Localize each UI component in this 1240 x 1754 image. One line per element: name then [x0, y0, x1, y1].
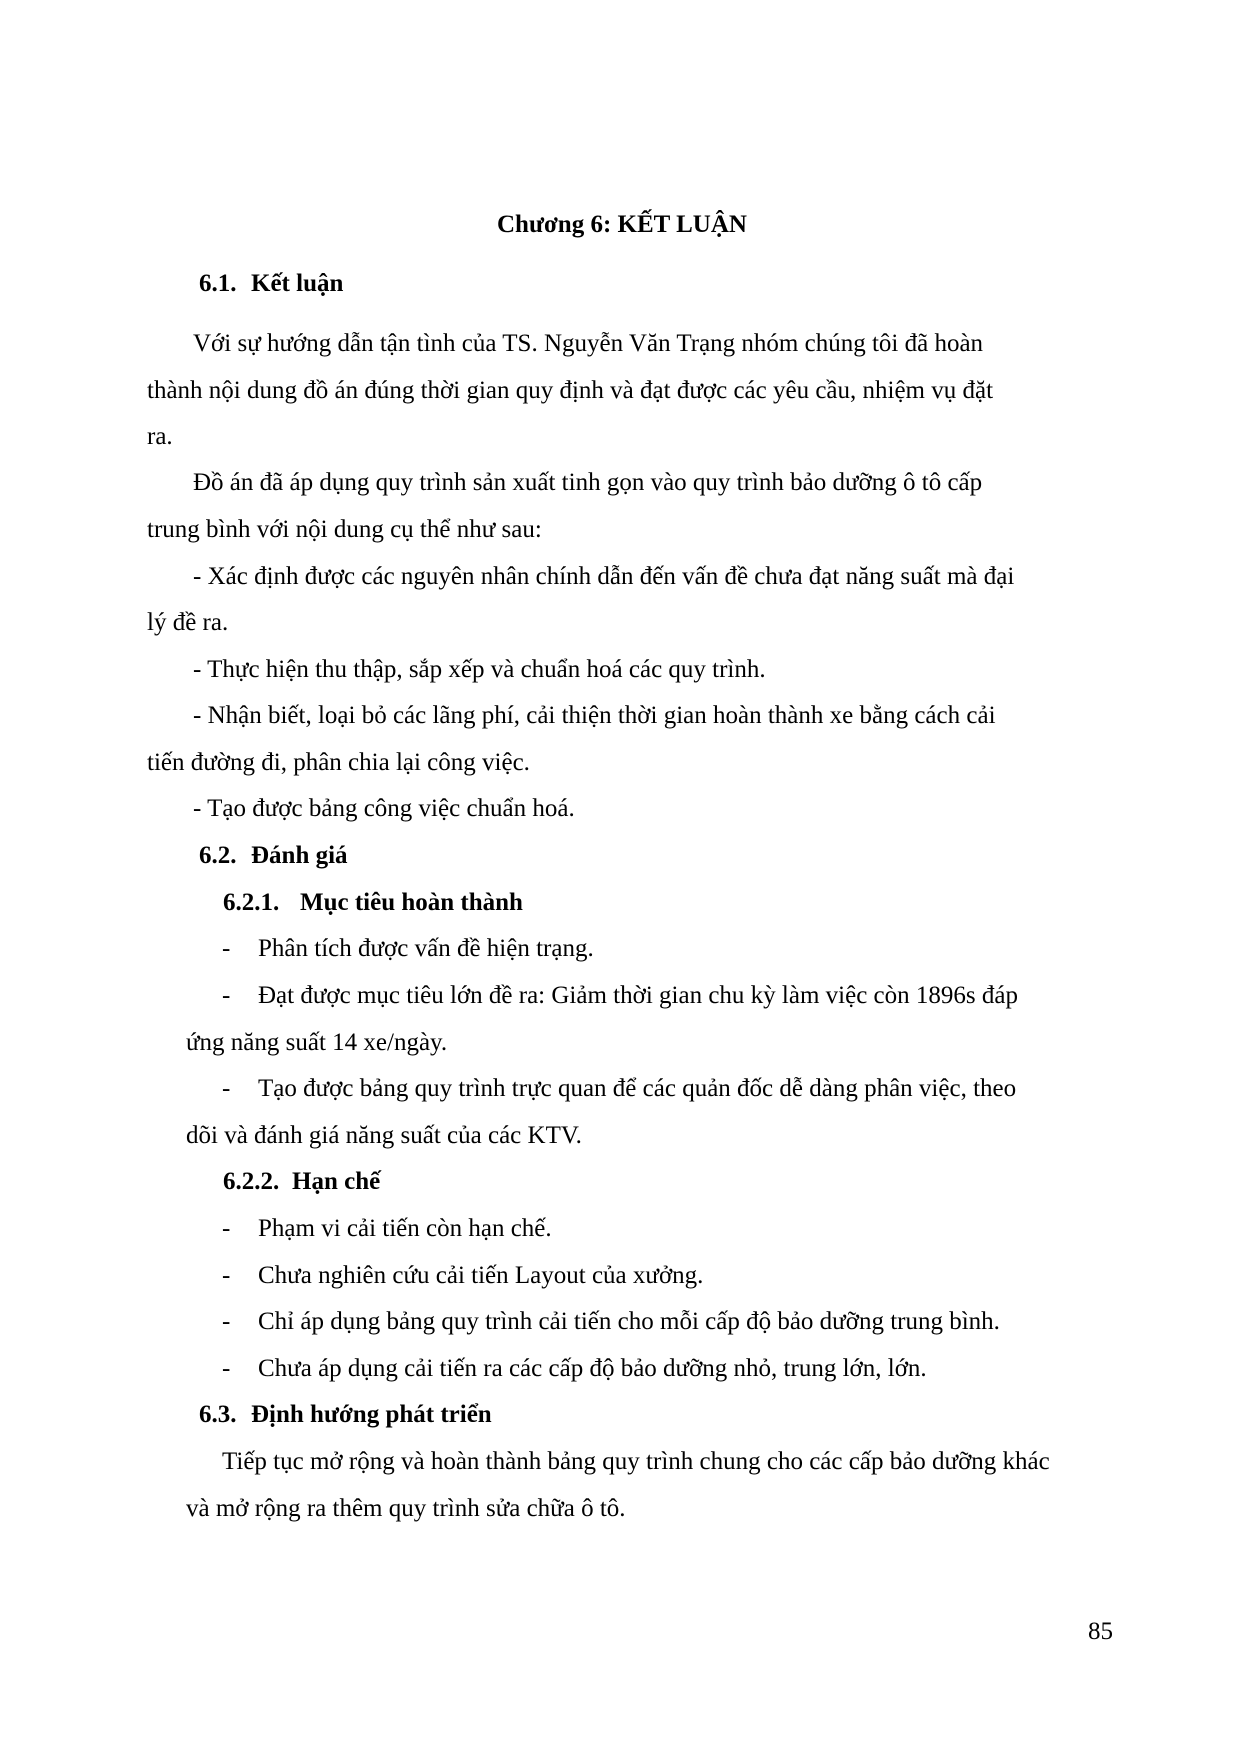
s621-dash-1: -	[222, 935, 231, 962]
s621-item2-line1: Đạt được mục tiêu lớn đề ra: Giảm thời gian chu kỳ làm việc còn 1896s đáp	[258, 982, 1018, 1009]
section-6-3-heading: Định hướng phát triển	[251, 1401, 492, 1428]
s63-para-line1: Tiếp tục mở rộng và hoàn thành bảng quy trình chung cho các cấp bảo dưỡng khác	[222, 1448, 1050, 1475]
section-6-2-1-number: 6.2.1.	[223, 889, 280, 916]
section-6-2-heading: Đánh giá	[251, 842, 348, 869]
s621-item1: Phân tích được vấn đề hiện trạng.	[258, 935, 594, 962]
s622-item2: Chưa nghiên cứu cải tiến Layout của xưởng.	[258, 1262, 704, 1289]
s622-item3: Chỉ áp dụng bảng quy trình cải tiến cho mỗi cấp độ bảo dưỡng trung bình.	[258, 1308, 1000, 1335]
s61-para1-line2: thành nội dung đồ án đúng thời gian quy định và đạt được các yêu cầu, nhiệm vụ đặt	[147, 377, 994, 404]
s61-para2-line2: trung bình với nội dung cụ thể như sau:	[147, 516, 542, 543]
s61-para1-line3: ra.	[147, 423, 173, 450]
s622-dash-4: -	[222, 1355, 231, 1382]
s621-item3-line2: dõi và đánh giá năng suất của các KTV.	[186, 1122, 582, 1149]
section-6-2-2-heading: Hạn chế	[292, 1168, 381, 1195]
s61-item1-line1: - Xác định được các nguyên nhân chính dẫn đến vấn đề chưa đạt năng suất mà đại	[193, 563, 1015, 590]
s61-item2: - Thực hiện thu thập, sắp xếp và chuẩn hoá các quy trình.	[193, 656, 766, 683]
s61-item3-line2: tiến đường đi, phân chia lại công việc.	[147, 749, 530, 776]
s61-item3-line1: - Nhận biết, loại bỏ các lãng phí, cải thiện thời gian hoàn thành xe bằng cách cải	[193, 702, 996, 729]
section-6-1-number: 6.1.	[199, 270, 237, 297]
s621-dash-2: -	[222, 982, 231, 1009]
s622-item4: Chưa áp dụng cải tiến ra các cấp độ bảo dưỡng nhỏ, trung lớn, lớn.	[258, 1355, 927, 1382]
s621-item2-line2: ứng năng suất 14 xe/ngày.	[186, 1029, 448, 1056]
section-6-2-number: 6.2.	[199, 842, 237, 869]
s63-para-line2: và mở rộng ra thêm quy trình sửa chữa ô tô.	[186, 1495, 626, 1522]
s621-item3-line1: Tạo được bảng quy trình trực quan để các quản đốc dễ dàng phân việc, theo	[258, 1075, 1017, 1102]
section-6-3-number: 6.3.	[199, 1401, 237, 1428]
s621-dash-3: -	[222, 1075, 231, 1102]
s61-item4: - Tạo được bảng công việc chuẩn hoá.	[193, 795, 575, 822]
section-6-1-heading: Kết luận	[251, 270, 344, 297]
s622-dash-2: -	[222, 1262, 231, 1289]
chapter-title: Chương 6: KẾT LUẬN	[497, 211, 747, 238]
section-6-2-2-number: 6.2.2.	[223, 1168, 280, 1195]
page-number: 85	[1088, 1618, 1113, 1645]
s622-item1: Phạm vi cải tiến còn hạn chế.	[258, 1215, 552, 1242]
s622-dash-3: -	[222, 1308, 231, 1335]
s61-para2-line1: Đồ án đã áp dụng quy trình sản xuất tinh gọn vào quy trình bảo dưỡng ô tô cấp	[193, 469, 983, 496]
s622-dash-1: -	[222, 1215, 231, 1242]
s61-para1-line1: Với sự hướng dẫn tận tình của TS. Nguyễn Văn Trạng nhóm chúng tôi đã hoàn	[193, 330, 984, 357]
s61-item1-line2: lý đề ra.	[147, 609, 229, 636]
section-6-2-1-heading: Mục tiêu hoàn thành	[300, 889, 523, 916]
